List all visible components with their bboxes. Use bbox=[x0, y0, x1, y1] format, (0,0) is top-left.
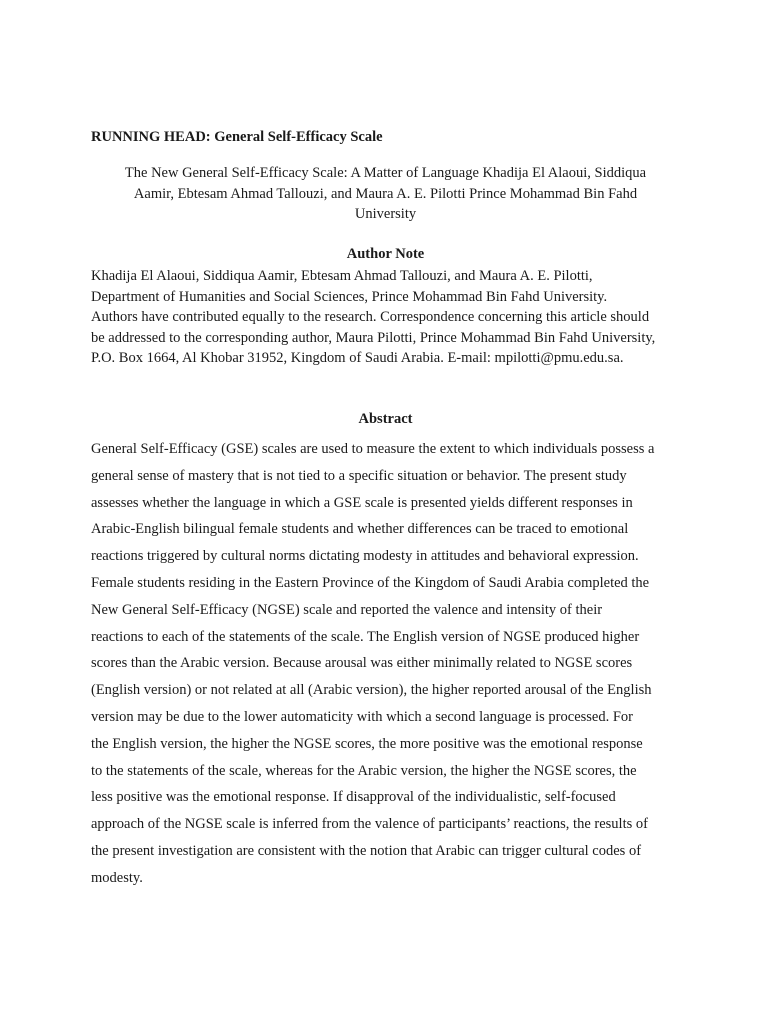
abstract-line: General Self-Efficacy (GSE) scales are used to measure the extent to which individuals possess a bbox=[91, 441, 655, 457]
author-note-line: Authors have contributed equally to the research. Correspondence concerning this article should bbox=[91, 309, 650, 325]
author-note-line: P.O. Box 1664, Al Khobar 31952, Kingdom of Saudi Arabia. E-mail: mpilotti@pmu.edu.sa. bbox=[91, 350, 624, 366]
abstract-line: less positive was the emotional response. If disapproval of the individualistic, self-focused bbox=[91, 789, 616, 806]
abstract-line: reactions triggered by cultural norms dictating modesty in attitudes and behavioral expression. bbox=[91, 548, 639, 565]
abstract-line: the English version, the higher the NGSE scores, the more positive was the emotional response bbox=[91, 735, 643, 752]
paper-title bbox=[91, 163, 680, 225]
abstract-line: general sense of mastery that is not tied to a specific situation or behavior. The present study bbox=[91, 467, 627, 484]
abstract-heading: Abstract bbox=[358, 411, 413, 427]
author-note-line: Khadija El Alaoui, Siddiqua Aamir, Ebtesam Ahmad Tallouzi, and Maura A. E. Pilotti, bbox=[91, 268, 593, 284]
author-note-heading: Author Note bbox=[346, 246, 425, 262]
abstract-line: assesses whether the language in which a GSE scale is presented yields different responses in bbox=[91, 494, 633, 511]
abstract-line: scores than the Arabic version. Because arousal was either minimally related to NGSE scores bbox=[91, 655, 633, 672]
abstract-line: New General Self-Efficacy (NGSE) scale and reported the valence and intensity of their bbox=[91, 601, 603, 618]
abstract-line: (English version) or not related at all (Arabic version), the higher reported arousal of the English bbox=[91, 682, 652, 699]
abstract-line: Arabic-English bilingual female students and whether differences can be traced to emotional bbox=[91, 521, 629, 538]
author-note bbox=[91, 266, 680, 369]
abstract-line: version may be due to the lower automaticity with which a second language is processed. For bbox=[91, 708, 633, 725]
abstract-line: reactions to each of the statements of the scale. The English version of NGSE produced higher bbox=[91, 628, 640, 645]
author-note-line: Department of Humanities and Social Sciences, Prince Mohammad Bin Fahd University. bbox=[91, 288, 608, 305]
title-line: Aamir, Ebtesam Ahmad Tallouzi, and Maura A. E. Pilotti Prince Mohammad Bin Fahd bbox=[133, 185, 638, 202]
abstract-line: approach of the NGSE scale is inferred from the valence of participants’ reactions, the results of bbox=[91, 816, 648, 833]
abstract-line: modesty. bbox=[91, 869, 143, 886]
running-head: RUNNING HEAD: General Self-Efficacy Scale bbox=[91, 129, 383, 145]
title-line: University bbox=[354, 206, 417, 222]
abstract-line: to the statements of the scale, whereas for the Arabic version, the higher the NGSE scores, the bbox=[91, 762, 637, 779]
title-line: The New General Self-Efficacy Scale: A Matter of Language Khadija El Alaoui, Siddiqua bbox=[124, 165, 647, 181]
author-note-line: be addressed to the corresponding author, Maura Pilotti, Prince Mohammad Bin Fahd University, bbox=[91, 329, 656, 346]
abstract-body bbox=[91, 436, 681, 892]
abstract-line: the present investigation are consistent with the notion that Arabic can trigger cultural codes of bbox=[91, 842, 642, 859]
abstract-line: Female students residing in the Eastern Province of the Kingdom of Saudi Arabia completed the bbox=[91, 574, 650, 591]
